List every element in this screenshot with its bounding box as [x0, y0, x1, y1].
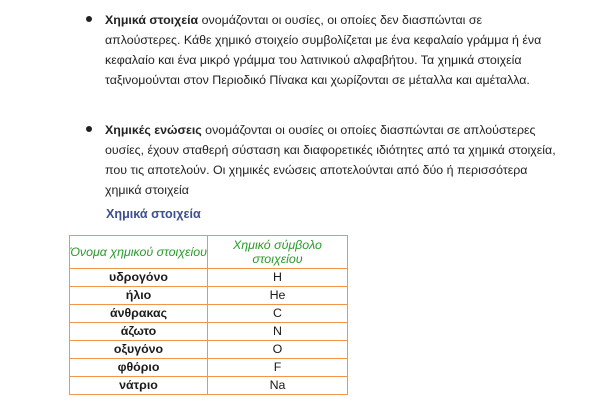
- table-row: [70, 323, 348, 341]
- header-element-name: Όνομα χημικού στοιχείου: [70, 236, 208, 269]
- definition-compounds: ονομάζονται οι ουσίες οι οποίες διασπώνται σε απλούστερες ουσίες, έχουν σταθερή σύσταση και διαφορετικές ιδιότητες από τα χημικά στοιχεία, που τις αποτελούν. Οι χημικές ενώσεις αποτελούνται από δύο ή περισσότερα χημικά στοιχεία: [105, 123, 556, 197]
- element-name-cell: άζωτο: [70, 323, 208, 341]
- table-row: [70, 269, 348, 287]
- bullet-paragraph-compounds: [88, 120, 558, 200]
- elements-table: [69, 235, 348, 395]
- element-symbol-cell: C: [208, 305, 348, 323]
- element-name-cell: άνθρακας: [70, 305, 208, 323]
- element-symbol-cell: O: [208, 341, 348, 359]
- element-symbol-cell: He: [208, 287, 348, 305]
- table-row: [70, 287, 348, 305]
- paragraph-elements: [88, 10, 558, 90]
- element-name-cell: οξυγόνο: [70, 341, 208, 359]
- term-elements: Χημικά στοιχεία: [105, 13, 199, 27]
- table-row: [70, 359, 348, 377]
- table-header-row: [70, 236, 348, 269]
- table-row: [70, 305, 348, 323]
- element-symbol-cell: Na: [208, 377, 348, 395]
- paragraph-compounds: [88, 120, 558, 200]
- table-row: [70, 341, 348, 359]
- element-symbol-cell: F: [208, 359, 348, 377]
- element-name-cell: νάτριο: [70, 377, 208, 395]
- bullet-paragraph-elements: [88, 10, 558, 90]
- header-element-symbol: Χημικό σύμβολο στοιχείου: [208, 236, 348, 269]
- element-symbol-cell: N: [208, 323, 348, 341]
- bullet-icon: [86, 126, 92, 132]
- term-compounds: Χημικές ενώσεις: [105, 123, 202, 137]
- element-symbol-cell: H: [208, 269, 348, 287]
- section-heading: Χημικά στοιχεία: [106, 207, 201, 221]
- table-row: [70, 377, 348, 395]
- definition-elements: ονομάζονται οι ουσίες, οι οποίες δεν διασπώνται σε απλούστερες. Κάθε χημικό στοιχείο συμβολίζεται με ένα κεφαλαίο γράμμα ή ένα κεφαλαίο και ένα μικρό γράμμα του λατινικού αλφαβήτου. Τα χημικά στοιχεία ταξινομούνται στον Περιοδικό Πίνακα και χωρίζονται σε μέταλλα και αμέταλλα.: [105, 13, 542, 87]
- bullet-icon: [86, 16, 92, 22]
- element-name-cell: ήλιο: [70, 287, 208, 305]
- element-name-cell: φθόριο: [70, 359, 208, 377]
- element-name-cell: υδρογόνο: [70, 269, 208, 287]
